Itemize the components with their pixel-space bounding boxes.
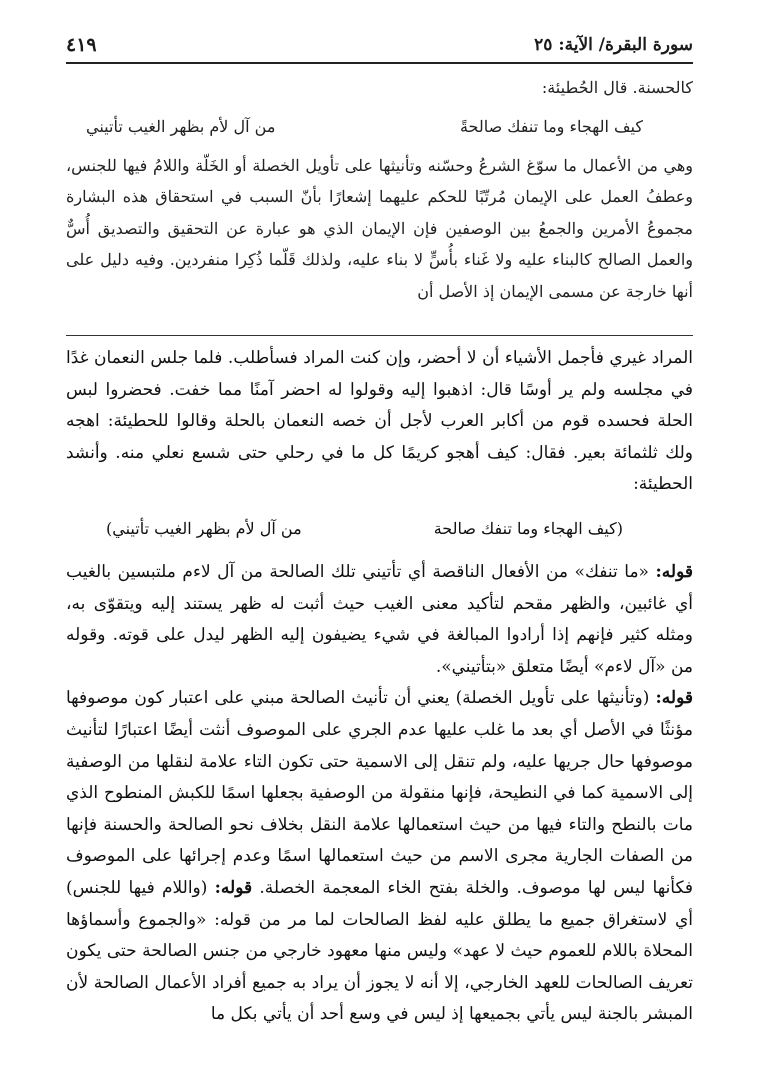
commentary-paragraph-1: المراد غيري فأجمل الأشياء أن لا أحضر، وإن كنت المراد فسأطلب. فلما جلس النعمان غدًا في مجلسه ولم ير أوسًا قال: اذهبوا إليه وقولوا له احضر آمنًا مما خفت. فحضروا لبس الحلة فحسده قوم من أكابر العرب لأجل أن خصه النعمان بالحلة وقالوا للحطيئة: اهجه ولك ثلثمائة بعير. فقال: كيف أهجو كريمًا كل ما في رحلي حتى شسع نعلي منه. وأنشد الحطيئة:: [66, 348, 693, 495]
commentary-paragraph-2-text: «ما تنفك» من الأفعال الناقصة أي تأتيني تلك الصالحة من آل لاءم ملتبسين بالغيب أي غائبين، والظهر مقحم لتأكيد معنى الغيب حيث أثبت له ظهر يستند إليه ويتقوّى به، ومثله كثير فإنهم إذا أرادوا المبالغة في شيء يضيفون إليه الظهر ليدل على قوته. وقوله من «آل لاءم» أيضًا متعلق «بتأتيني».: [66, 561, 693, 677]
commentary-verse-first: (كيف الهجاء وما تنفك صالحة: [433, 519, 623, 539]
verse-second-hemistich: من آل لأم بظهر الغيب تأتيني: [86, 116, 276, 136]
main-text: [66, 72, 693, 307]
commentary-verse: [66, 501, 693, 557]
qawluhu-label: قوله:: [214, 877, 253, 898]
commentary-paragraph-3-cont: (واللام فيها للجنس) أي لاستغراق جميع ما يطلق عليه لفظ الصالحات لما مر من قوله: «والجموع وأسماؤها المحلاة باللام للعموم حيث لا عهد» وليس منها معهود خارجي من جنس الصالحة حتى يكون تعريف الصالحات للعهد الخارجي، إلا أنه لا يجوز أن يراد به جميع أفراد الأعمال الصالحة لأن المبشر بالجنة ليس يأتي بجميعها إذ ليس في وسع أحد أن يأتي بكل ما: [66, 877, 693, 1025]
intro-line: كالحسنة. قال الحُطيئة:: [541, 78, 693, 97]
commentary-verse-second: من آل لأم بظهر الغيب تأتيني): [106, 519, 302, 539]
running-title: سورة البقرة/ الآية: ٢٥: [534, 35, 693, 55]
verse-first-hemistich: كيف الهجاء وما تنفك صالحةً: [459, 116, 643, 136]
text-divider: [66, 335, 693, 336]
page-header: [66, 28, 693, 64]
commentary-paragraph-3: [66, 683, 693, 1031]
qawluhu-label: قوله:: [655, 688, 693, 709]
qawluhu-label: قوله:: [655, 561, 693, 582]
commentary-paragraph-2: [66, 557, 693, 683]
commentary-text: [66, 343, 693, 1031]
page-number: ٤١٩: [66, 34, 97, 56]
main-paragraph: وهي من الأعمال ما سوّغ الشرعُ وحسّنه وتأنيثها على تأويل الخصلة أو الخَلّة واللامُ فيها للجنس، وعطفُ العمل على الإيمان مُرتّبًا للحكم عليهما إشعارًا بأنّ السبب في استحقاق هذه البشارة مجموعُ الأمرين والجمعُ بين الوصفين فإن الإيمان الذي هو عبارة عن التحقيق والتصديق أُسٌّ والعمل الصالح كالبناء عليه ولا غَناء بأُسٍّ لا بناء عليه، ولذلك قَلّما ذُكِرا منفردين. وفيه دليل على أنها خارجة عن مسمى الإيمان إذ الأصل أن: [66, 155, 693, 301]
poetry-verse: [66, 104, 693, 150]
commentary-paragraph-3-text: (وتأنيثها على تأويل الخصلة) يعني أن تأنيث الصالحة مبني على اعتبار كون موصوفها مؤنثًا في الأصل أي بعد ما غلب عليها عدم الجري على الموصوف أنثت أيضًا اعتبارًا لتأنيث موصوفها حال جريها عليه، ولم تنقل إلى الاسمية حتى تكون التاء علامة لنقلها من الوصفية إلى الاسمية كما في النطيحة، فإنها منقولة من الوصفية بجعلها اسمًا للكبش المنطوح الذي مات بالنطح والتاء فيها من حيث استعمالها علامة النقل بخلاف نحو الصالحة والحسنة فإنها من الصفات الجارية مجرى الاسم من حيث استعمالها اسمًا وعدم إجرائها على الموصوف فكأنها ليس لها موصوف. والخلة بفتح الخاء المعجمة الخصلة.: [66, 688, 693, 898]
